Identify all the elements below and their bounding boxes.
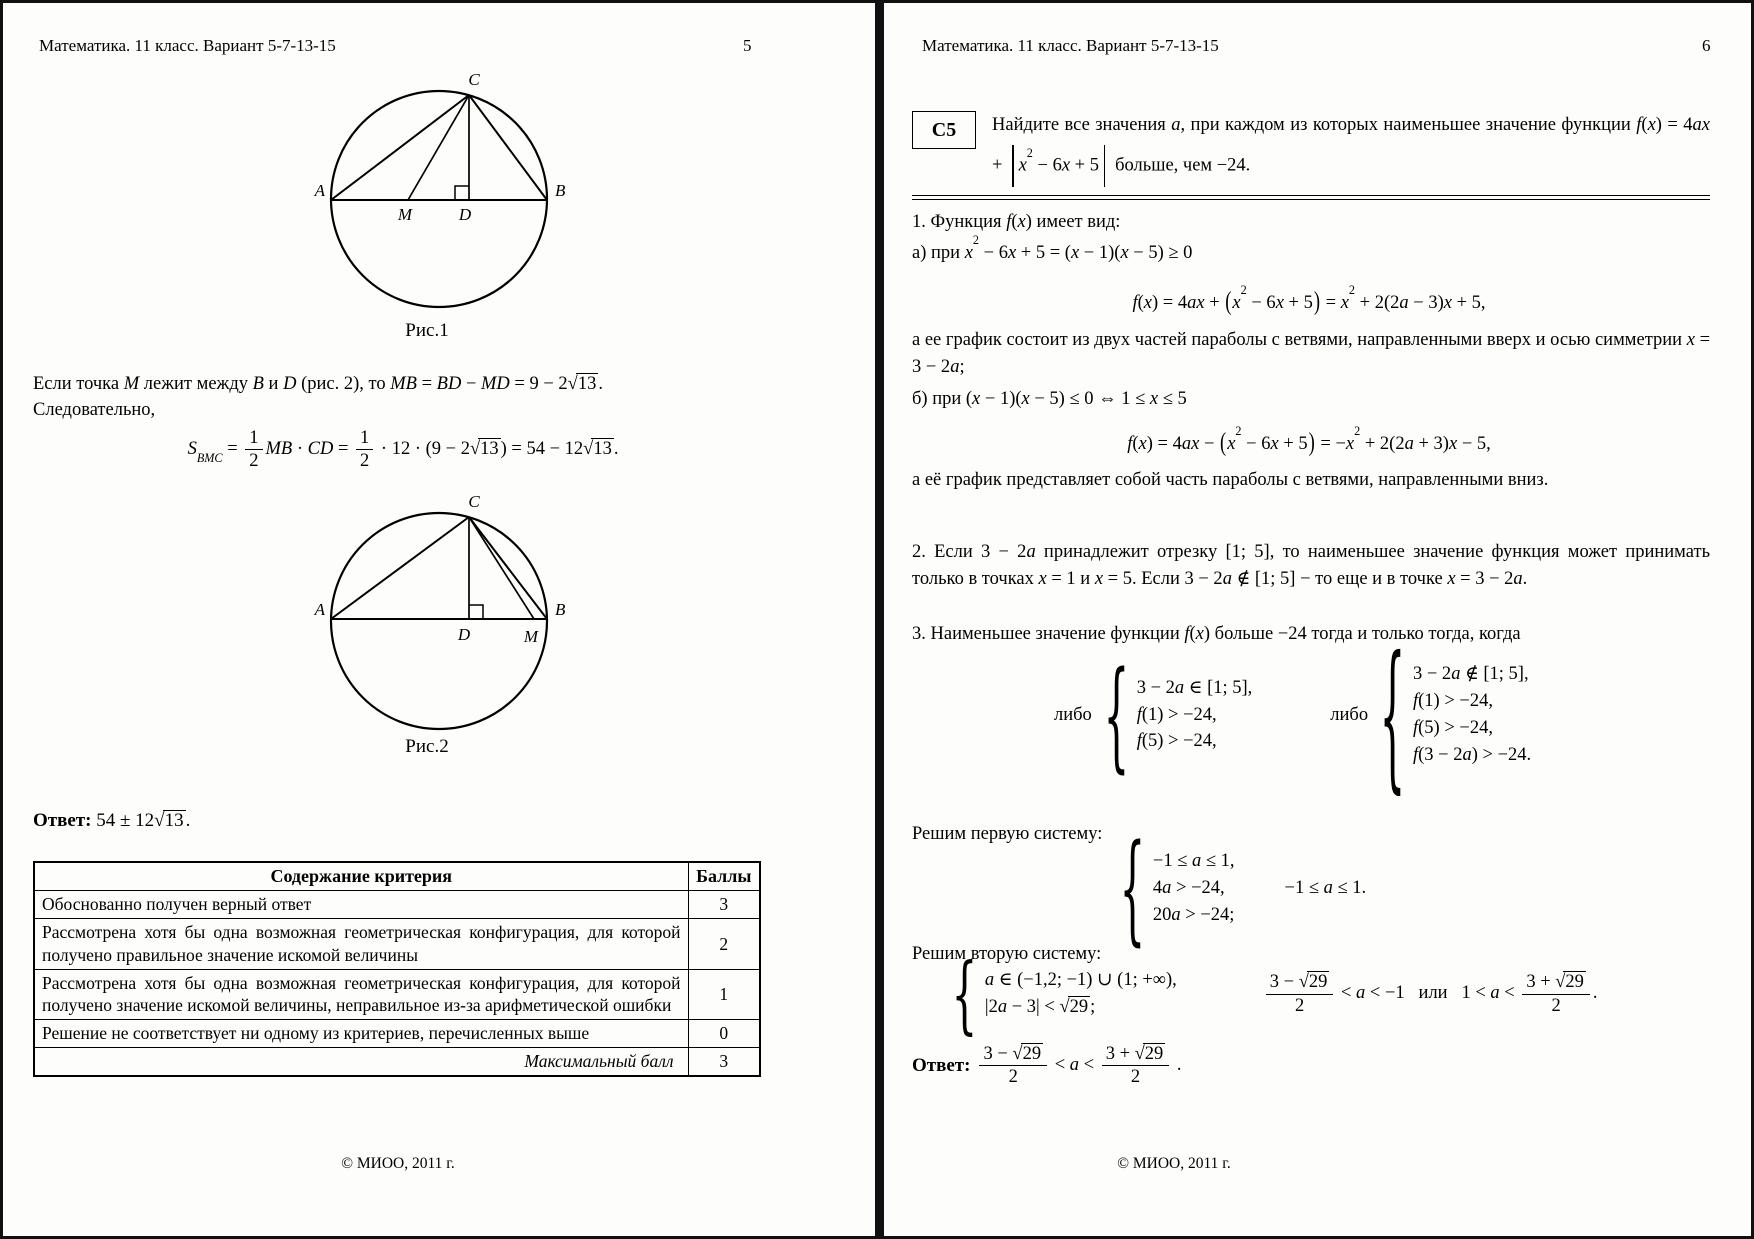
step-1a: а) при $x^2 - 6x + 5 = (x - 1)(x - 5) \ge 0$	[912, 233, 1193, 263]
segment-AC	[331, 95, 469, 200]
table-row	[34, 891, 760, 919]
task-number-box: С5	[912, 111, 976, 149]
answer-value: $\frac{3 - √29}{2}$ < a < $\frac{3 + √29}{2}$ .	[976, 1043, 1181, 1088]
label-M: M	[397, 205, 413, 224]
system-line: 3 − 2a ∈ [1; 5],	[1136, 677, 1253, 698]
figure-1-caption: Рис.1	[405, 320, 449, 341]
label-B: B	[555, 600, 566, 619]
figure-2-circle-diagram	[281, 481, 573, 751]
system-line: 3 − 2a ∉ [1; 5],	[1413, 664, 1529, 685]
solve-first-label: Решим первую систему:	[912, 824, 1103, 844]
answer-label: Ответ:	[33, 810, 92, 831]
system-2-lines	[1413, 661, 1531, 768]
table-row	[34, 969, 760, 1020]
system-1	[1054, 645, 1253, 785]
system-line: a ∈ (−1,2; −1) ∪ (1; +∞),	[984, 970, 1177, 991]
criteria-score: 0	[688, 1020, 760, 1048]
system-line: −1 ≤ a ≤ 1,	[1152, 851, 1235, 871]
step-3-paragraph: 3. Наименьшее значение функции f(x) больше −24 тогда и только тогда, когда	[912, 624, 1521, 644]
left-brace: {	[951, 944, 978, 1044]
formula-case-a: $f(x) = 4ax + (x^2 - 6x + 5) = x^2 + 2(2a - 3)x + 5$,	[1132, 283, 1486, 317]
right-angle-mark	[455, 186, 469, 200]
system-line: 20a > −24;	[1152, 904, 1235, 925]
circle	[331, 513, 547, 729]
page-5	[3, 3, 875, 1236]
criteria-text: Обоснованно получен верный ответ	[34, 891, 688, 919]
page-number: 5	[743, 36, 752, 55]
answer-value: 54 ± 12√13 .	[96, 810, 191, 831]
criteria-score: 1	[688, 969, 760, 1020]
system-line: f(3 − 2a) > −24.	[1413, 744, 1532, 765]
table-row	[34, 919, 760, 970]
page-header-title: Математика. 11 класс. Вариант 5-7-13-15	[39, 36, 336, 55]
page-number: 6	[1702, 36, 1711, 55]
figure-1-circle-diagram	[281, 63, 573, 325]
page-header-title: Математика. 11 класс. Вариант 5-7-13-15	[922, 36, 1219, 55]
step-1: 1. Функция f(x) имеет вид:	[912, 212, 1121, 232]
system-3-result: −1 ≤ a ≤ 1.	[1284, 877, 1367, 898]
left-brace: {	[1119, 818, 1146, 958]
table-header-row	[34, 862, 760, 891]
system-2	[1330, 621, 1532, 809]
label-C: C	[468, 70, 480, 89]
segment-AC	[331, 517, 469, 619]
segment-CB	[469, 517, 547, 619]
paragraph-between-figures: Если точка M лежит между B и D (рис. 2), то MB = BD − MD = 9 − 2√13 .	[33, 374, 603, 394]
either-label: либо	[1330, 704, 1369, 725]
label-D: D	[458, 205, 472, 224]
left-brace: {	[1379, 621, 1406, 809]
paragraph-sledovatelno: Следовательно,	[33, 400, 156, 420]
label-C: C	[468, 492, 480, 511]
right-angle-mark	[469, 605, 483, 619]
figure-2-caption: Рис.2	[405, 736, 449, 757]
first-system-solution	[1114, 818, 1367, 958]
solve-second-label: Решим вторую систему:	[912, 944, 1102, 964]
step-1b: б) при (x − 1)(x − 5) ≤ 0 ⇔ 1 ≤ x ≤ 5	[912, 389, 1187, 409]
max-score-value: 3	[688, 1047, 760, 1075]
task-separator-rule	[912, 195, 1710, 200]
label-B: B	[555, 181, 566, 200]
max-score-label: Максимальный балл	[34, 1047, 688, 1075]
system-line: f(1) > −24,	[1413, 691, 1493, 712]
system-3-lines	[1153, 848, 1235, 928]
answer-line	[33, 807, 190, 835]
system-line: f(1) > −24,	[1136, 704, 1217, 725]
page-gutter	[875, 3, 884, 1236]
system-line: f(5) > −24,	[1136, 731, 1217, 752]
area-formula: $S_{BMC}$ = $\frac{1}{2}$ MB · CD = $\frac{1}{2}$ · 12 · (9 − 2√13 ) = 54 − 12√13 .	[187, 428, 619, 472]
system-line: |2a − 3| < √29 ;	[984, 997, 1096, 1017]
system-4-lines	[985, 967, 1177, 1021]
table-footer-row	[34, 1047, 760, 1075]
criteria-text: Решение не соответствует ни одному из критериев, перечисленных выше	[34, 1020, 688, 1048]
label-A: A	[314, 181, 325, 200]
task-statement: Найдите все значения a, при каждом из которых наименьшее значение функции $f(x) = 4ax + x^2 - 6x + 5$ больше, чем −24.	[992, 107, 1710, 187]
system-4-result: $\frac{3 - √29}{2}$ < a < −1 или 1 < a < $\frac{3 + √29}{2}$ .	[1263, 971, 1598, 1016]
criteria-column-header: Содержание критерия	[34, 862, 688, 891]
step-2-paragraph: 2. Если 3 − 2a принадлежит отрезку [1; 5], то наименьшее значение функция может принимать только в точках x = 1 и x = 5. Если 3 − 2a ∉ [1; 5] − то еще и в точке x = 3 − 2a.	[912, 542, 1711, 589]
segment-CM	[408, 95, 469, 200]
system-line: f(5) > −24,	[1413, 718, 1493, 738]
segment-CB	[469, 95, 547, 200]
table-row	[34, 1020, 760, 1048]
paragraph-case-b: а её график представляет собой часть параболы с ветвями, направленными вниз.	[912, 470, 1549, 490]
label-D: D	[457, 625, 471, 644]
criteria-text: Рассмотрена хотя бы одна возможная геометрическая конфигурация, для которой получено значение искомой величины, неправильное из-за арифметической ошибки	[34, 969, 688, 1020]
criteria-score: 3	[688, 891, 760, 919]
criteria-table	[33, 861, 761, 1077]
left-brace: {	[1103, 645, 1130, 785]
criteria-score: 2	[688, 919, 760, 970]
system-1-lines	[1137, 675, 1253, 755]
answer-label: Ответ:	[912, 1054, 971, 1076]
answer-line	[912, 1043, 1182, 1088]
label-A: A	[314, 600, 325, 619]
criteria-text: Рассмотрена хотя бы одна возможная геометрическая конфигурация, для которой получено правильное значение искомой величины	[34, 919, 688, 970]
system-line: 4a > −24,	[1152, 877, 1225, 898]
label-M: M	[523, 627, 539, 646]
page-6	[884, 3, 1751, 1236]
page-footer: © МИОО, 2011 г.	[1117, 1155, 1231, 1172]
page-footer: © МИОО, 2011 г.	[341, 1155, 455, 1172]
either-label: либо	[1054, 704, 1092, 725]
formula-case-b: $f(x) = 4ax - (x^2 - 6x + 5) = -x^2 + 2(2a + 3)x - 5$,	[1127, 424, 1491, 458]
paragraph-case-a: а ее график состоит из двух частей параболы с ветвями, направленными вверх и осью симметрии x = 3 − 2a;	[912, 330, 1711, 377]
score-column-header: Баллы	[688, 862, 760, 891]
